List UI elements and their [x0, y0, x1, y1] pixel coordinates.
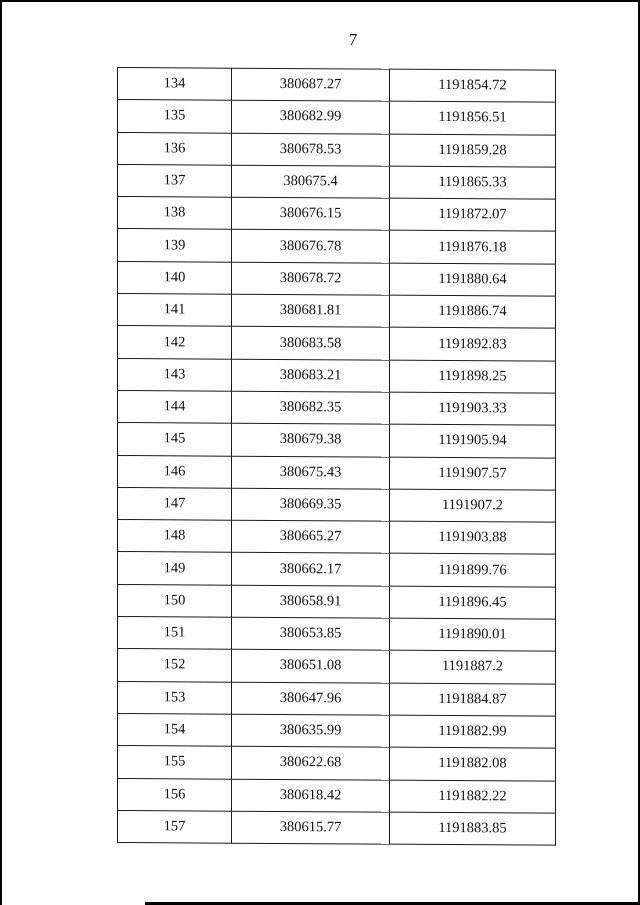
point-number-cell: 137 [118, 164, 232, 197]
table-row [118, 197, 556, 232]
y-coordinate-cell: 1191854.72 [390, 69, 556, 102]
x-coordinate-cell: 380635.99 [232, 714, 390, 747]
table-row [118, 132, 556, 167]
page-number: 7 [348, 30, 358, 49]
table-row [118, 552, 556, 587]
x-coordinate-cell: 380615.77 [232, 811, 390, 844]
point-number-cell: 152 [118, 649, 232, 682]
x-coordinate-cell: 380682.99 [232, 100, 390, 133]
table-row [118, 810, 556, 845]
point-number-cell: 142 [118, 326, 232, 359]
x-coordinate-cell: 380651.08 [232, 650, 390, 683]
table-row [118, 487, 556, 522]
table-row [118, 100, 556, 135]
x-coordinate-cell: 380676.78 [232, 230, 390, 263]
table-row [118, 455, 556, 490]
x-coordinate-cell: 380675.43 [232, 456, 390, 489]
x-coordinate-cell: 380678.72 [232, 262, 390, 295]
table-row [118, 617, 556, 652]
point-number-cell: 134 [118, 68, 232, 101]
point-number-cell: 135 [118, 100, 232, 133]
x-coordinate-cell: 380647.96 [232, 682, 390, 715]
y-coordinate-cell: 1191883.85 [390, 812, 556, 845]
x-coordinate-cell: 380618.42 [232, 779, 390, 812]
y-coordinate-cell: 1191899.76 [390, 554, 556, 587]
point-number-cell: 138 [118, 197, 232, 230]
x-coordinate-cell: 380683.58 [232, 327, 390, 360]
table-row [118, 358, 556, 393]
table-row [118, 520, 556, 555]
table-row [118, 746, 556, 781]
point-number-cell: 139 [118, 229, 232, 262]
y-coordinate-cell: 1191872.07 [390, 198, 556, 231]
table-row [118, 164, 556, 199]
point-number-cell: 156 [118, 778, 232, 811]
point-number-cell: 140 [118, 261, 232, 294]
point-number-cell: 145 [118, 423, 232, 456]
page-edge-top [0, 0, 640, 2]
y-coordinate-cell: 1191882.22 [390, 780, 556, 813]
y-coordinate-cell: 1191882.08 [390, 747, 556, 780]
point-number-cell: 141 [118, 294, 232, 327]
table-row [118, 713, 556, 748]
table-row [118, 68, 556, 103]
table-row [118, 261, 556, 296]
point-number-cell: 151 [118, 617, 232, 650]
table-row [118, 423, 556, 458]
table-row [118, 326, 556, 361]
table-row [118, 681, 556, 716]
x-coordinate-cell: 380658.91 [232, 585, 390, 618]
point-number-cell: 149 [118, 552, 232, 585]
x-coordinate-cell: 380681.81 [232, 294, 390, 327]
x-coordinate-cell: 380653.85 [232, 617, 390, 650]
table-row [118, 778, 556, 813]
y-coordinate-cell: 1191907.57 [390, 457, 556, 490]
x-coordinate-cell: 380622.68 [232, 746, 390, 779]
point-number-cell: 155 [118, 746, 232, 779]
y-coordinate-cell: 1191896.45 [390, 586, 556, 619]
x-coordinate-cell: 380679.38 [232, 423, 390, 456]
coordinate-table [117, 67, 556, 846]
x-coordinate-cell: 380678.53 [232, 133, 390, 166]
y-coordinate-cell: 1191903.33 [390, 392, 556, 425]
x-coordinate-cell: 380665.27 [232, 520, 390, 553]
table-row [118, 229, 556, 264]
coordinate-table-container [117, 67, 556, 846]
y-coordinate-cell: 1191880.64 [390, 263, 556, 296]
y-coordinate-cell: 1191890.01 [390, 618, 556, 651]
point-number-cell: 154 [118, 713, 232, 746]
y-coordinate-cell: 1191892.83 [390, 328, 556, 361]
point-number-cell: 157 [118, 810, 232, 843]
y-coordinate-cell: 1191903.88 [390, 521, 556, 554]
table-row [118, 649, 556, 684]
x-coordinate-cell: 380662.17 [232, 553, 390, 586]
point-number-cell: 146 [118, 455, 232, 488]
page-edge-left [0, 0, 2, 905]
y-coordinate-cell: 1191882.99 [390, 715, 556, 748]
point-number-cell: 148 [118, 520, 232, 553]
x-coordinate-cell: 380675.4 [232, 165, 390, 198]
x-coordinate-cell: 380683.21 [232, 359, 390, 392]
table-row [118, 390, 556, 425]
point-number-cell: 147 [118, 487, 232, 520]
point-number-cell: 143 [118, 358, 232, 391]
point-number-cell: 153 [118, 681, 232, 714]
y-coordinate-cell: 1191905.94 [390, 424, 556, 457]
x-coordinate-cell: 380687.27 [232, 68, 390, 101]
y-coordinate-cell: 1191865.33 [390, 166, 556, 199]
y-coordinate-cell: 1191907.2 [390, 489, 556, 522]
coordinate-table-body [118, 68, 556, 846]
y-coordinate-cell: 1191856.51 [390, 101, 556, 134]
table-row [118, 584, 556, 619]
x-coordinate-cell: 380676.15 [232, 197, 390, 230]
point-number-cell: 136 [118, 132, 232, 165]
y-coordinate-cell: 1191876.18 [390, 231, 556, 264]
y-coordinate-cell: 1191886.74 [390, 295, 556, 328]
x-coordinate-cell: 380682.35 [232, 391, 390, 424]
point-number-cell: 150 [118, 584, 232, 617]
point-number-cell: 144 [118, 390, 232, 423]
table-row [118, 294, 556, 329]
x-coordinate-cell: 380669.35 [232, 488, 390, 521]
y-coordinate-cell: 1191887.2 [390, 651, 556, 684]
y-coordinate-cell: 1191859.28 [390, 134, 556, 167]
y-coordinate-cell: 1191898.25 [390, 360, 556, 393]
y-coordinate-cell: 1191884.87 [390, 683, 556, 716]
